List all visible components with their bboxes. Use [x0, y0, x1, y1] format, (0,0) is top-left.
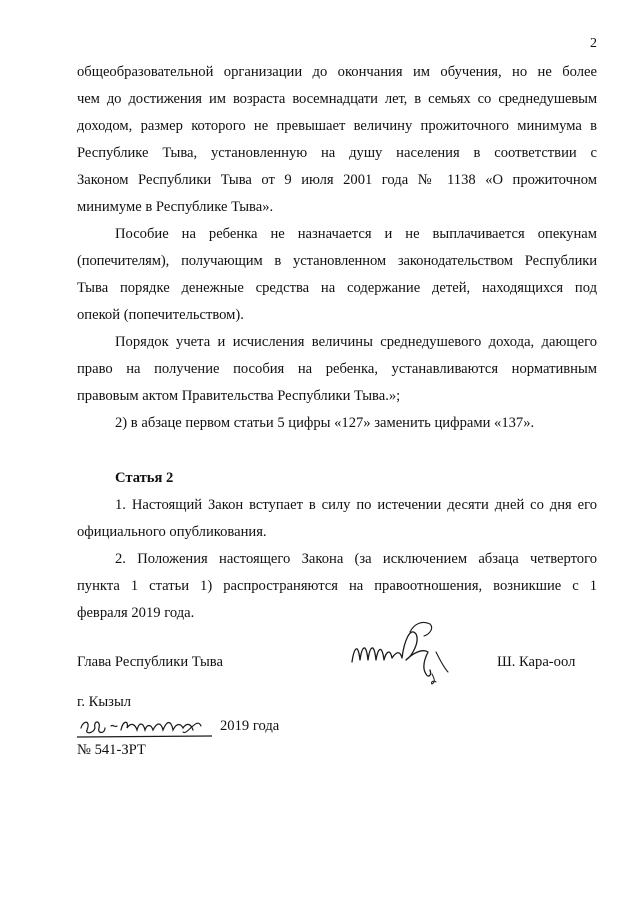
page-number: 2 [590, 36, 597, 51]
text-line: (попечителям), получающим в установленном законодательством Республики [77, 253, 597, 269]
text-line: чем до достижения им возраста восемнадцати лет, в семьях со среднедушевым [77, 91, 597, 107]
paragraph-first-line: 1. Настоящий Закон вступает в силу по истечении десяти дней со дня его [115, 497, 597, 513]
text-line: Законом Республики Тыва от 9 июля 2001 года № 1138 «О прожиточном [77, 172, 597, 188]
text-line: минимуме в Республике Тыва». [77, 199, 274, 215]
text-line: февраля 2019 года. [77, 605, 195, 621]
city: г. Кызыл [77, 694, 132, 710]
law-number: № 541-ЗРТ [77, 742, 146, 758]
date-year: 2019 года [220, 718, 280, 734]
paragraph-first-line: Порядок учета и исчисления величины среднедушевого дохода, дающего [115, 334, 597, 350]
text-line: правовым актом Правительства Республики Тыва.»; [77, 388, 401, 404]
article-heading: Статья 2 [115, 470, 174, 486]
text-line: пункта 1 статьи 1) распространяются на правоотношения, возникшие с 1 [77, 578, 597, 594]
text-line: общеобразовательной организации до окончания им обучения, но не более [77, 64, 597, 80]
signatory-name: Ш. Кара-оол [497, 654, 576, 670]
text-line: доходом, размер которого не превышает величину прожиточного минимума в [77, 118, 597, 134]
signatory-position: Глава Республики Тыва [77, 654, 223, 670]
text-line: Тыва порядке денежные средства на содержание детей, находящихся под [77, 280, 597, 296]
text-line: опекой (попечительством). [77, 307, 244, 323]
text-line: право на получение пособия на ребенка, устанавливаются нормативным [77, 361, 597, 377]
text-line: официального опубликования. [77, 524, 267, 540]
handwritten-date [77, 706, 217, 742]
text-line: Республике Тыва, установленную на душу населения в соответствии с [77, 145, 597, 161]
paragraph-first-line: Пособие на ребенка не назначается и не выплачивается опекунам [115, 226, 597, 242]
paragraph-first-line: 2) в абзаце первом статьи 5 цифры «127» заменить цифрами «137». [115, 415, 535, 431]
handwritten-signature [340, 612, 460, 692]
paragraph-first-line: 2. Положения настоящего Закона (за исключением абзаца четвертого [115, 551, 597, 567]
